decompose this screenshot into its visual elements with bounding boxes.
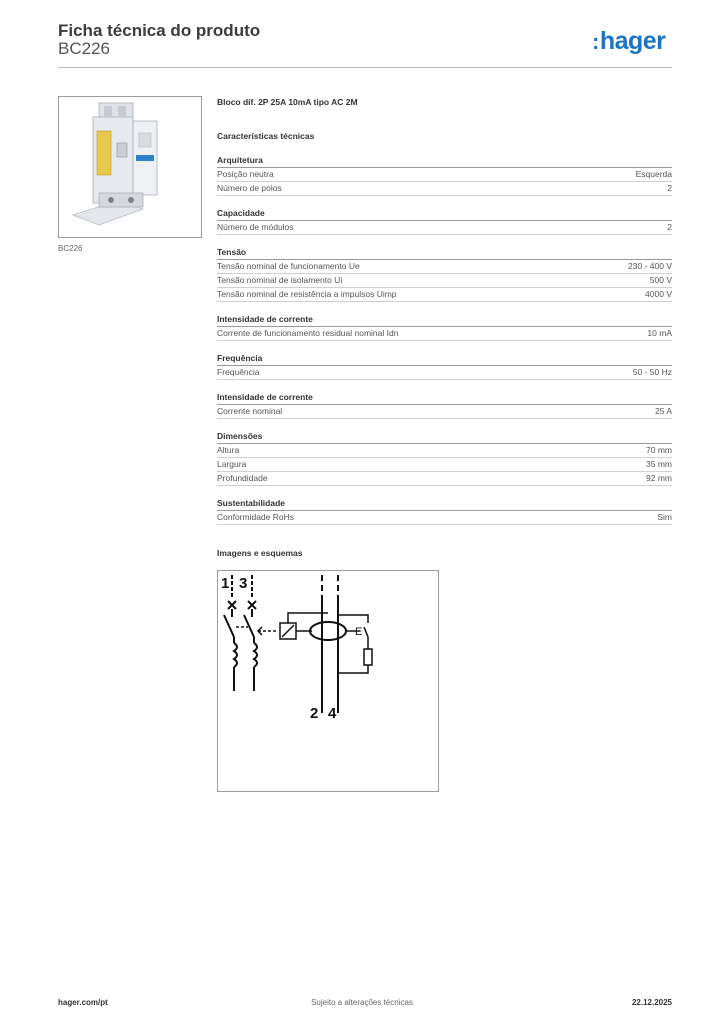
spec-row bbox=[217, 472, 672, 486]
product-name: Bloco dif. 2P 25A 10mA tipo AC 2M bbox=[217, 97, 358, 107]
wiring-diagram bbox=[217, 570, 439, 792]
terminal-1-label: 1 bbox=[221, 575, 230, 592]
product-photo bbox=[58, 96, 202, 238]
spec-group-arquitetura bbox=[217, 154, 672, 196]
footer-website[interactable]: hager.com/pt bbox=[58, 998, 108, 1007]
terminal-3-label: 3 bbox=[239, 575, 248, 592]
spec-label: Tensão nominal de isolamento Ui bbox=[217, 275, 343, 285]
spec-value: 70 mm bbox=[646, 445, 672, 455]
spec-row bbox=[217, 182, 672, 196]
spec-value: 230 - 400 V bbox=[628, 261, 672, 271]
group-title: Intensidade de corrente bbox=[217, 391, 672, 405]
spec-label: Tensão nominal de funcionamento Ue bbox=[217, 261, 360, 271]
spec-value: Esquerda bbox=[635, 169, 672, 179]
spec-row bbox=[217, 288, 672, 302]
spec-row bbox=[217, 274, 672, 288]
spec-row bbox=[217, 458, 672, 472]
spec-group-sustentabilidade bbox=[217, 497, 672, 525]
spec-row bbox=[217, 168, 672, 182]
spec-row bbox=[217, 327, 672, 341]
spec-label: Tensão nominal de resistência a impulsos Uimp bbox=[217, 289, 397, 299]
spec-row bbox=[217, 444, 672, 458]
spec-group-dimensoes bbox=[217, 430, 672, 486]
product-photo-icon bbox=[59, 97, 201, 237]
test-button-label: E bbox=[355, 626, 363, 638]
spec-label: Conformidade RoHs bbox=[217, 512, 295, 522]
wiring-schematic-icon bbox=[218, 571, 438, 791]
group-title: Frequência bbox=[217, 352, 672, 366]
spec-value: 50 - 50 Hz bbox=[632, 367, 672, 377]
spec-label: Posição neutra bbox=[217, 169, 274, 179]
spec-label: Altura bbox=[217, 445, 240, 455]
specs-heading: Características técnicas bbox=[217, 131, 315, 141]
logo-text: hager bbox=[599, 27, 666, 55]
product-code: BC226 bbox=[58, 39, 110, 58]
spec-row bbox=[217, 366, 672, 380]
logo-dots: : bbox=[592, 29, 599, 54]
group-title: Capacidade bbox=[217, 207, 672, 221]
footer-date: 22.12.2025 bbox=[631, 998, 672, 1007]
spec-value: 25 A bbox=[654, 406, 672, 416]
spec-value: 92 mm bbox=[646, 473, 672, 483]
spec-group-tensao bbox=[217, 246, 672, 302]
spec-value: 500 V bbox=[649, 275, 672, 285]
spec-row bbox=[217, 405, 672, 419]
spec-label: Corrente nominal bbox=[217, 406, 283, 416]
page-title: Ficha técnica do produto bbox=[58, 21, 261, 40]
spec-label: Número de módulos bbox=[217, 222, 294, 232]
images-heading: Imagens e esquemas bbox=[217, 548, 303, 558]
group-title: Dimensões bbox=[217, 430, 672, 444]
group-title: Intensidade de corrente bbox=[217, 313, 672, 327]
spec-row bbox=[217, 511, 672, 525]
spec-row bbox=[217, 260, 672, 274]
spec-value: 4000 V bbox=[645, 289, 672, 299]
spec-label: Corrente de funcionamento residual nominal Idn bbox=[217, 328, 399, 338]
terminal-2-label: 2 bbox=[310, 705, 319, 722]
header-divider bbox=[58, 67, 672, 68]
spec-label: Número de polos bbox=[217, 183, 282, 193]
footer-notice: Sujeito a alterações técnicas bbox=[311, 998, 413, 1007]
spec-value: 2 bbox=[667, 222, 672, 232]
spec-label: Largura bbox=[217, 459, 247, 469]
spec-value: 10 mA bbox=[647, 328, 672, 338]
spec-group-frequencia bbox=[217, 352, 672, 380]
spec-label: Frequência bbox=[217, 367, 260, 377]
spec-group-capacidade bbox=[217, 207, 672, 235]
specs-column bbox=[217, 96, 672, 559]
spec-value: Sim bbox=[657, 512, 672, 522]
photo-caption: BC226 bbox=[58, 244, 83, 253]
spec-value: 2 bbox=[667, 183, 672, 193]
spec-group-corrente-nominal bbox=[217, 391, 672, 419]
group-title: Tensão bbox=[217, 246, 672, 260]
spec-group-intensidade bbox=[217, 313, 672, 341]
spec-value: 35 mm bbox=[646, 459, 672, 469]
group-title: Arquitetura bbox=[217, 154, 672, 168]
spec-label: Profundidade bbox=[217, 473, 268, 483]
terminal-4-label: 4 bbox=[328, 705, 337, 722]
group-title: Sustentabilidade bbox=[217, 497, 672, 511]
spec-row bbox=[217, 221, 672, 235]
hager-logo[interactable] bbox=[592, 27, 665, 56]
